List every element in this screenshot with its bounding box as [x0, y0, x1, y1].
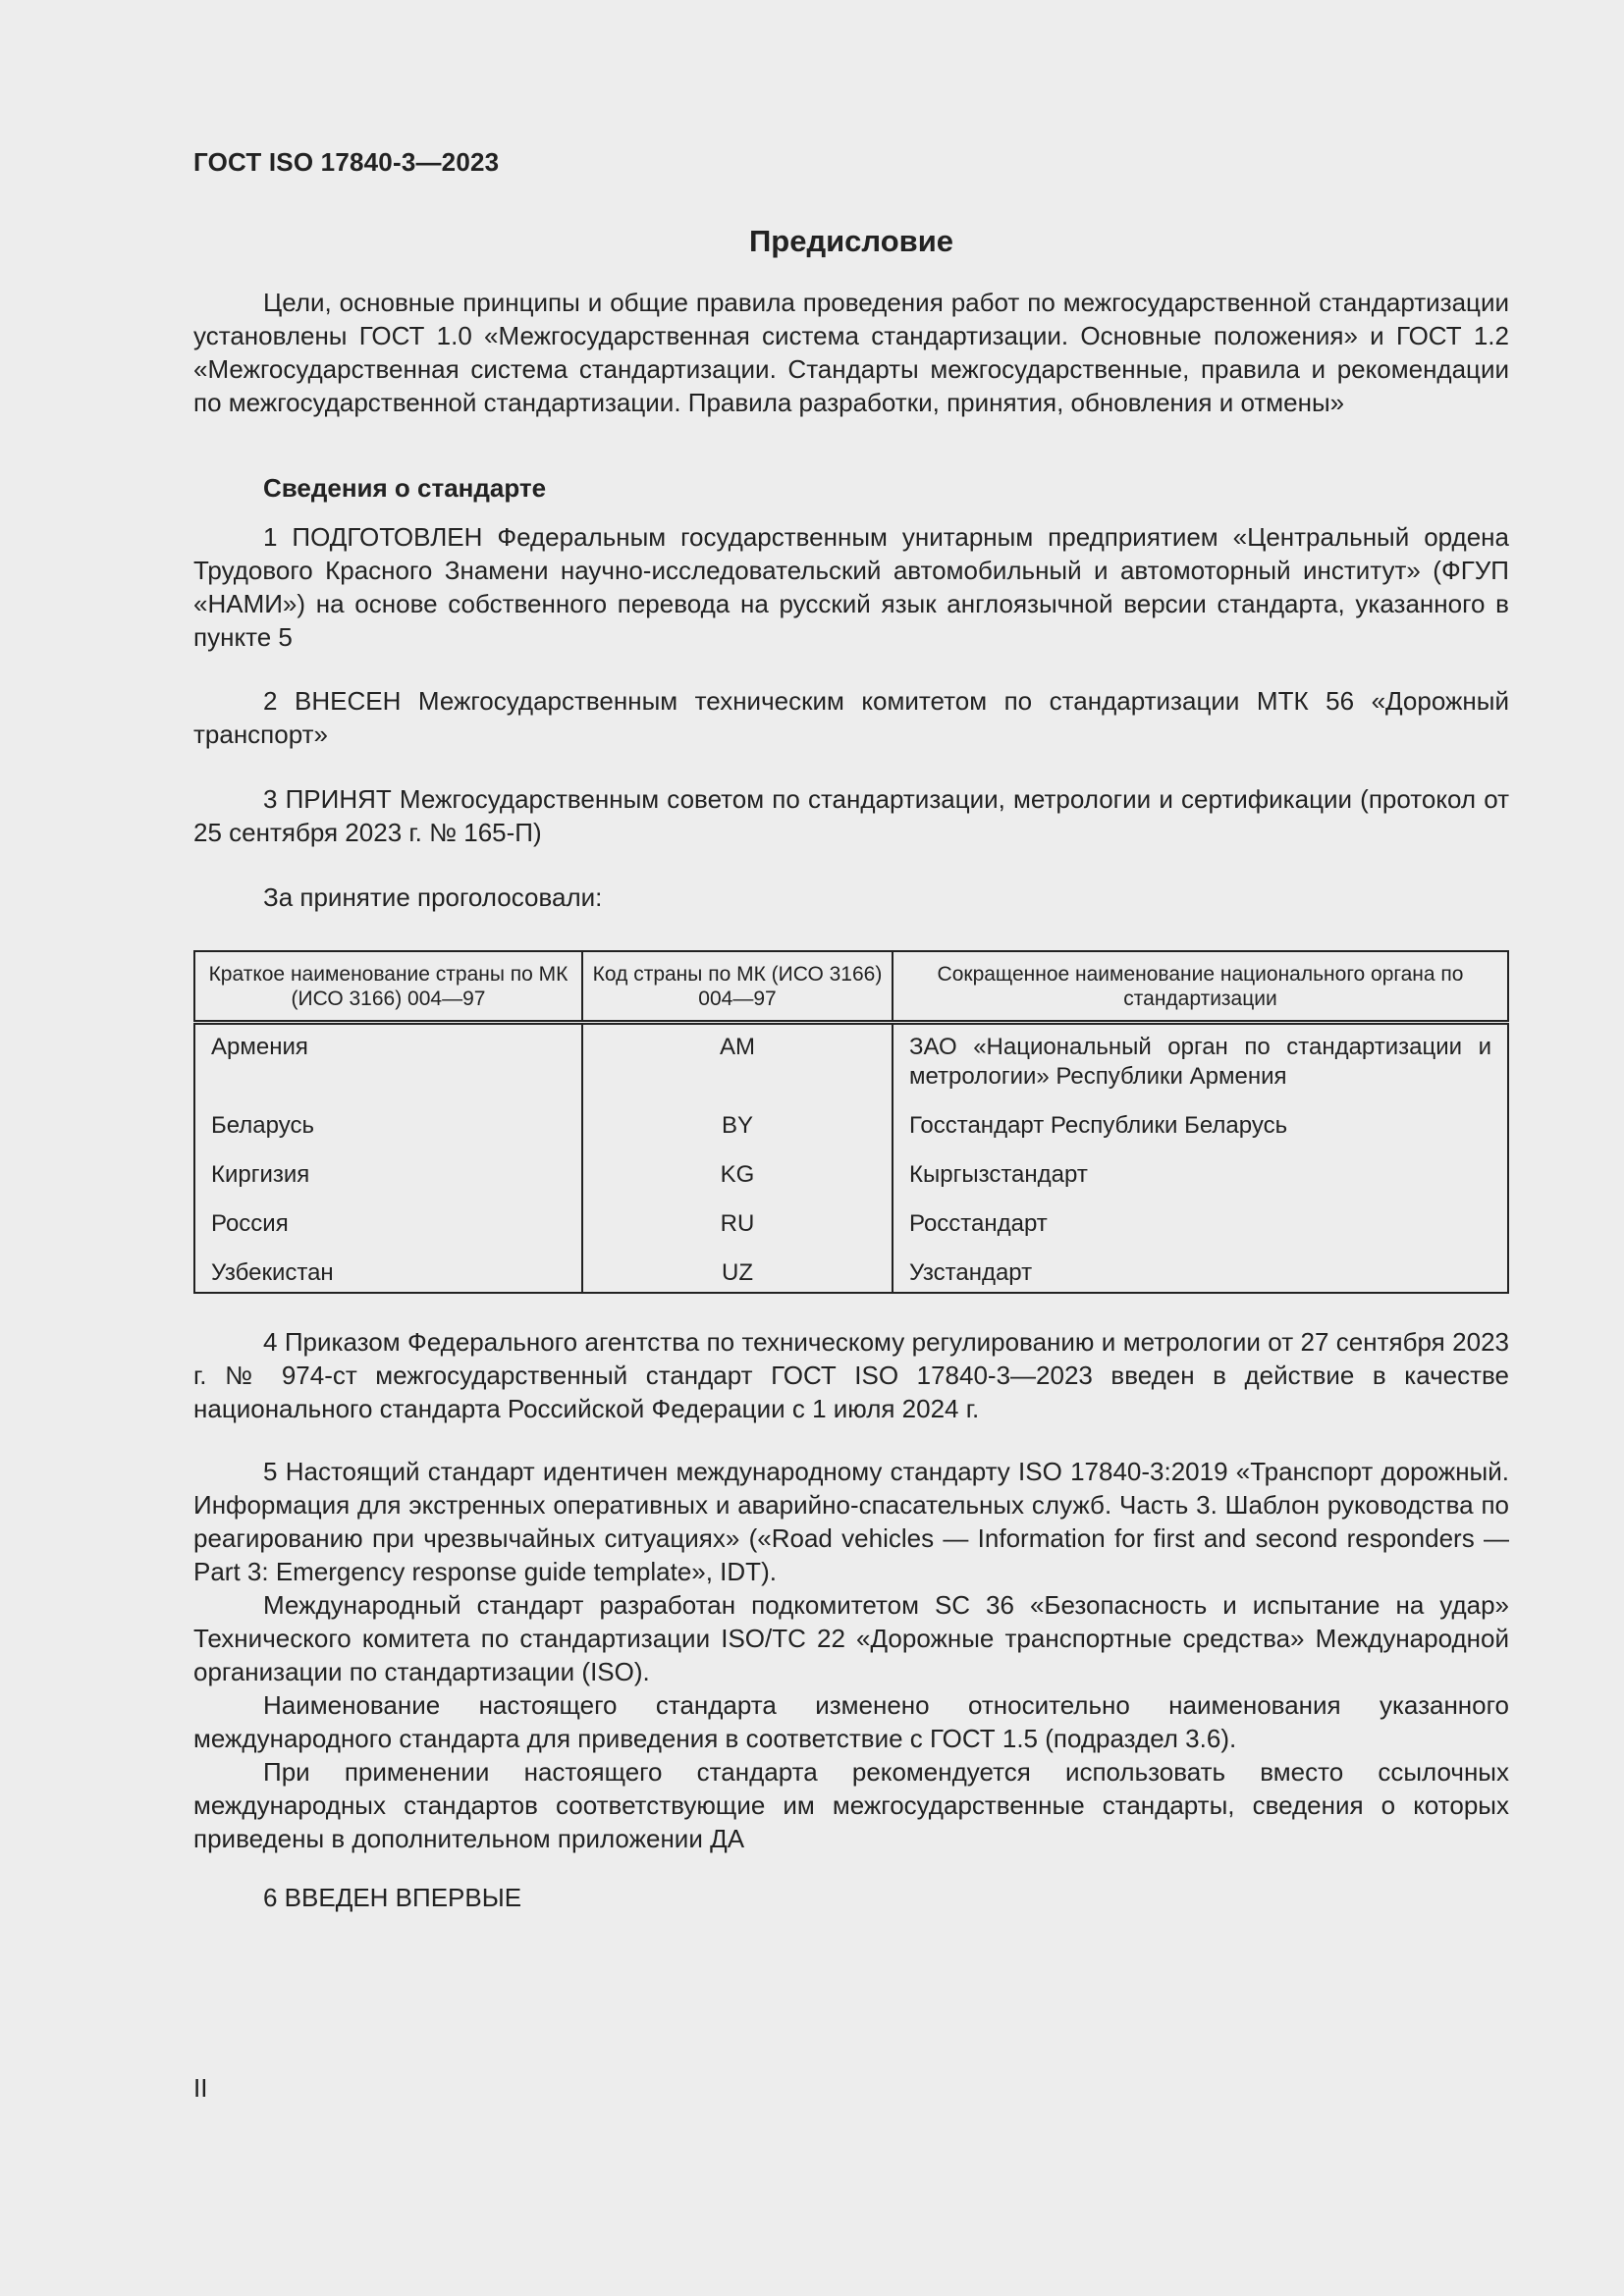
cell-body: Кыргызстандарт: [909, 1161, 1088, 1188]
cell-country: Узбекистан: [194, 1258, 582, 1293]
voted-label: За принятие проголосовали:: [263, 882, 603, 912]
table-row: [194, 1209, 1508, 1258]
cell-country: Беларусь: [194, 1111, 582, 1160]
table-row: [194, 1023, 1508, 1112]
cell-country: Киргизия: [194, 1160, 582, 1209]
document-header-id: ГОСТ ISO 17840-3—2023: [193, 147, 500, 177]
page-title: Предисловие: [748, 224, 953, 258]
cell-body: Узстандарт: [909, 1259, 1033, 1286]
cell-country: Россия: [194, 1209, 582, 1258]
header-national-body: Сокращенное наименование национального органа по стандартизации: [937, 963, 1464, 1010]
item-1-paragraph: 1 ПОДГОТОВЛЕН Федеральным государственным унитарным предприятием «Центральный ордена Трудового Красного Знамени научно-исследовательский автомобильный и автомоторный институт» (ФГУП «НАМИ») на основе собственного перевода на русский язык англоязычной версии стандарта, указанного в пункте 5: [193, 522, 1509, 652]
cell-code: RU: [582, 1209, 893, 1258]
voting-table: [193, 950, 1509, 1294]
page-number: II: [193, 2073, 208, 2103]
item-4-paragraph: 4 Приказом Федерального агентства по техническому регулированию и метрологии от 27 сентября 2023 г. № 974-ст межгосударственный стандарт ГОСТ ISO 17840-3—2023 введен в действие в качестве национального стандарта Российской Федерации с 1 июля 2024 г.: [193, 1327, 1509, 1423]
cell-code: UZ: [582, 1258, 893, 1293]
item-6-paragraph: 6 ВВЕДЕН ВПЕРВЫЕ: [263, 1883, 522, 1912]
item-2-section: [193, 684, 1509, 751]
item-1-section: [193, 520, 1509, 654]
item-6-section: [193, 1881, 1509, 1914]
header-country-code: Код страны по МК (ИСО 3166) 004—97: [582, 951, 893, 1023]
cell-code: KG: [582, 1160, 893, 1209]
table-row: [194, 1258, 1508, 1293]
cell-code: BY: [582, 1111, 893, 1160]
item-5-paragraph-4: При применении настоящего стандарта рекомендуется использовать вместо ссылочных международных стандартов соответствующие им межгосударственные стандарты, сведения о которых приведены в дополнительном приложении ДА: [193, 1757, 1509, 1853]
cell-country: Армения: [194, 1023, 582, 1112]
item-5-section: [193, 1455, 1509, 1855]
item-3-section: [193, 782, 1509, 849]
voted-label-section: [193, 881, 1509, 914]
cell-body: Росстандарт: [909, 1210, 1048, 1237]
intro-paragraph: Цели, основные принципы и общие правила проведения работ по межгосударственной стандартизации установлены ГОСТ 1.0 «Межгосударственная система стандартизации. Основные положения» и ГОСТ 1.2 «Межгосударственная система стандартизации. Стандарты межгосударственные, правила и рекомендации по межгосударственной стандартизации. Правила разработки, принятия, обновления и отмены»: [193, 288, 1509, 417]
item-5-paragraph-3: Наименование настоящего стандарта изменено относительно наименования указанного международного стандарта для приведения в соответствие с ГОСТ 1.5 (подраздел 3.6).: [193, 1690, 1509, 1753]
header-country-name: Краткое наименование страны по МК (ИСО 3166) 004—97: [194, 951, 582, 1023]
info-heading: Сведения о стандарте: [263, 473, 547, 503]
item-2-paragraph: 2 ВНЕСЕН Межгосударственным техническим комитетом по стандартизации МТК 56 «Дорожный транспорт»: [193, 686, 1509, 749]
cell-body: ЗАО «Национальный орган по стандартизации и метрологии» Республики Армения: [909, 1034, 1491, 1090]
item-3-paragraph: 3 ПРИНЯТ Межгосударственным советом по стандартизации, метрологии и сертификации (протокол от 25 сентября 2023 г. № 165-П): [193, 784, 1509, 847]
intro-section: [193, 286, 1509, 419]
table-header-row: [194, 951, 1508, 1023]
table-row: [194, 1111, 1508, 1160]
cell-body: Госстандарт Республики Беларусь: [909, 1112, 1288, 1139]
table-row: [194, 1160, 1508, 1209]
item-5-paragraph-2: Международный стандарт разработан подкомитетом SC 36 «Безопасность и испытание на удар» Технического комитета по стандартизации ISO/TC 22 «Дорожные транспортные средства» Международной организации по стандартизации (ISO).: [193, 1590, 1509, 1686]
item-4-section: [193, 1325, 1509, 1425]
item-5-paragraph-1: 5 Настоящий стандарт идентичен международному стандарту ISO 17840-3:2019 «Транспорт дорожный. Информация для экстренных оперативных и аварийно-спасательных служб. Часть 3. Шаблон руководства по реагированию при чрезвычайных ситуациях» («Road vehicles — Information for first and second responders — Part 3: Emergency response guide template», IDT).: [193, 1457, 1509, 1586]
cell-code: AM: [582, 1023, 893, 1112]
